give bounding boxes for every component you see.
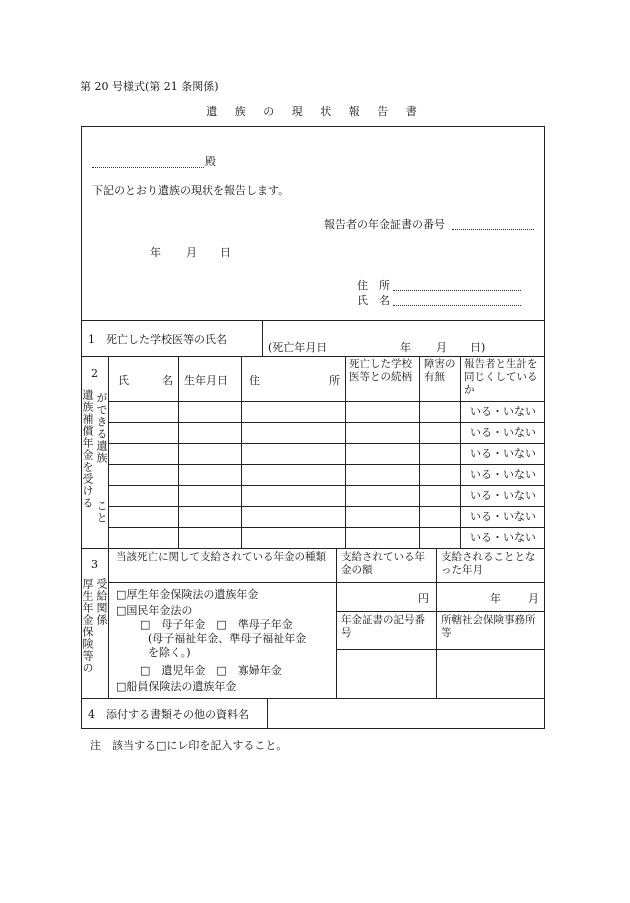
divider	[81, 698, 545, 699]
pension-cert-field[interactable]	[452, 229, 534, 230]
divider	[436, 548, 437, 698]
address-label: 住 所	[357, 279, 390, 292]
option-note-1: (母子福祉年金、準母子福祉年金	[148, 632, 307, 645]
divider	[336, 548, 337, 698]
section4-label: 4 添付する書類その他の資料名	[88, 708, 249, 721]
section3-vertical-label-a: 受給関係	[95, 578, 108, 626]
col-header-disability: 障害の有無	[424, 358, 456, 383]
divider	[108, 485, 545, 486]
option-orphan-widow[interactable]: □ 遺児年金 □ 寡婦年金	[140, 664, 282, 677]
death-year-label: 年	[400, 341, 411, 354]
section3-vertical-label-b: 厚生年金保険等の	[81, 578, 94, 674]
option-seamen-insurance[interactable]: □船員保険法の遺族年金	[116, 680, 237, 693]
addressee-suffix: 殿	[205, 155, 216, 168]
divider	[108, 401, 545, 402]
death-date-label: (死亡年月日	[268, 341, 328, 354]
pension-year-unit: 年	[490, 592, 501, 605]
col-header-cohabit: 報告者と生計を同じくしているか	[464, 358, 538, 396]
cohabit-option[interactable]: いる・いない	[470, 447, 536, 460]
date-day-label: 日	[220, 246, 231, 259]
section2-vertical-label-3: こと	[95, 500, 108, 524]
section3-number: 3	[91, 558, 98, 571]
divider	[81, 548, 545, 549]
divider	[108, 527, 545, 528]
divider	[262, 320, 263, 356]
death-day-label: 日)	[470, 341, 486, 354]
address-field[interactable]	[393, 290, 521, 291]
divider	[336, 649, 545, 650]
col-header-address-a: 住	[249, 374, 260, 387]
cohabit-option[interactable]: いる・いない	[470, 405, 536, 418]
divider	[345, 356, 346, 548]
divider	[336, 611, 545, 612]
form-title: 遺 族 の 現 状 報 告 書	[206, 105, 424, 118]
divider	[81, 320, 545, 321]
intro-text: 下記のとおり遺族の現状を報告します。	[92, 184, 290, 197]
cohabit-option[interactable]: いる・いない	[470, 531, 536, 544]
option-national-pension[interactable]: □国民年金法の	[116, 604, 193, 617]
divider	[241, 356, 242, 548]
section2-number: 2	[91, 367, 98, 380]
option-note-2: を除く。)	[148, 646, 191, 659]
cert-number-label: 年金証書の記号番号	[341, 614, 425, 639]
pension-cert-label: 報告者の年金証書の番号	[324, 218, 445, 231]
divider	[81, 356, 545, 357]
divider	[267, 698, 268, 729]
option-mother-child[interactable]: □ 母子年金 □ 準母子年金	[140, 618, 293, 631]
option-welfare-pension[interactable]: □厚生年金保険法の遺族年金	[116, 588, 259, 601]
col-header-birth: 生年月日	[184, 374, 228, 387]
divider	[108, 443, 545, 444]
divider	[108, 506, 545, 507]
addressee-field[interactable]	[92, 167, 204, 168]
col-header-relation: 死亡した学校医等との続柄	[349, 358, 412, 383]
office-label: 所轄社会保険事務所等	[441, 614, 536, 639]
section2-vertical-label-2: ができる遺族	[95, 392, 108, 464]
name-field[interactable]	[393, 305, 521, 306]
divider	[419, 356, 420, 548]
form-number: 第 20 号様式(第 21 条関係)	[80, 80, 219, 93]
divider	[108, 464, 545, 465]
col-header-pension-type: 当該死亡に関して支給されている年金の種類	[116, 551, 326, 563]
col-header-name: 氏 名	[118, 374, 173, 387]
divider	[178, 356, 179, 548]
section2-vertical-label-1: 遺族補償年金を受ける	[81, 389, 94, 509]
cohabit-option[interactable]: いる・いない	[470, 426, 536, 439]
col-header-pension-amount: 支給されている年金の額	[341, 551, 425, 576]
yen-unit: 円	[418, 592, 429, 605]
divider	[108, 582, 545, 583]
cohabit-option[interactable]: いる・いない	[470, 510, 536, 523]
date-year-label: 年	[150, 246, 161, 259]
pension-month-unit: 月	[528, 592, 539, 605]
divider	[108, 422, 545, 423]
name-label: 氏 名	[357, 294, 390, 307]
col-header-address-b: 所	[329, 374, 340, 387]
cohabit-option[interactable]: いる・いない	[470, 468, 536, 481]
divider	[108, 548, 109, 698]
section1-label: 1 死亡した学校医等の氏名	[88, 333, 227, 346]
death-month-label: 月	[436, 341, 447, 354]
col-header-pension-date: 支給されることとなった年月	[441, 551, 536, 576]
divider	[108, 356, 109, 548]
footer-note: 注 該当する□にレ印を記入すること。	[90, 739, 288, 752]
cohabit-option[interactable]: いる・いない	[470, 489, 536, 502]
date-month-label: 月	[186, 246, 197, 259]
